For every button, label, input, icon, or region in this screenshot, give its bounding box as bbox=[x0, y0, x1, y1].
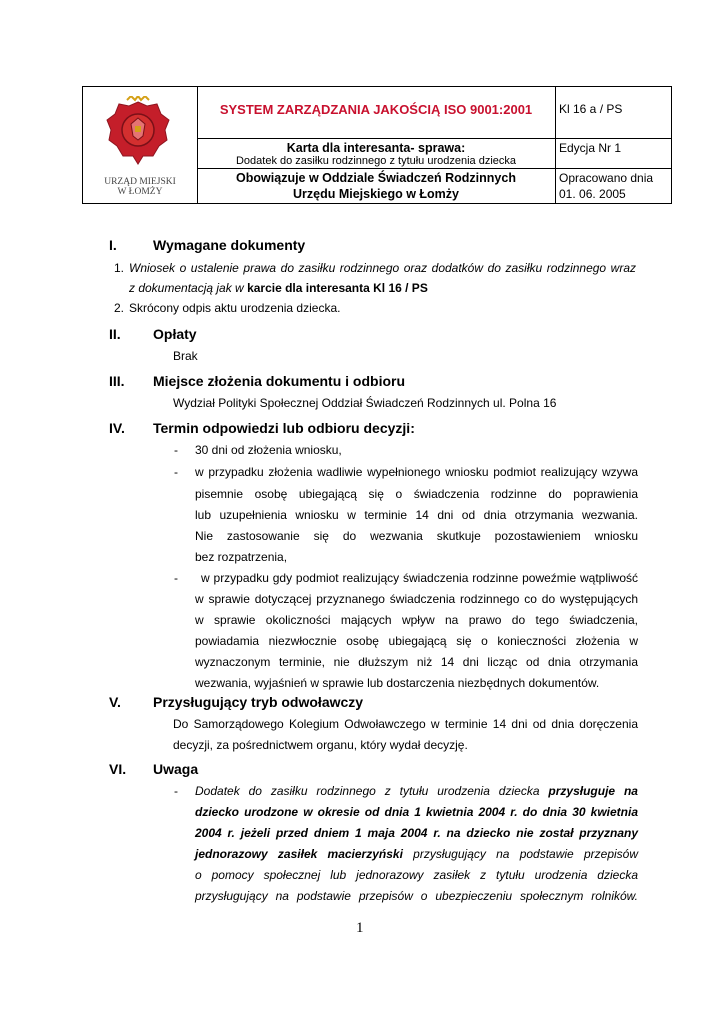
note-bold-italic: przysługuje na bbox=[548, 784, 638, 798]
applies-line1: Obowiązuje w Oddziale Świadczeń Rodzinnych bbox=[236, 171, 516, 185]
divider bbox=[197, 168, 671, 169]
note-line: dziecko urodzone w okresie od dnia 1 kwietnia 2004 r. do dnia 30 kwietnia bbox=[195, 805, 638, 819]
section-title: Miejsce złożenia dokumentu i odbioru bbox=[153, 373, 406, 389]
bullet-text: wezwania, wyjaśnień w sprawie lub dostarczenia niezbędnych dokumentów. bbox=[195, 676, 600, 690]
note-line: o pomocy społecznej lub jednorazowy zasiłek z tytułu urodzenia dziecka bbox=[195, 868, 638, 882]
card-subtitle: Dodatek do zasiłku rodzinnego z tytułu urodzenia dziecka bbox=[235, 155, 517, 167]
note-italic: przysługujący na podstawie przepisów bbox=[402, 847, 638, 861]
note-line: 2004 r. jeżeli przed dniem 1 maja 2004 r. na dziecko nie został przyznany bbox=[195, 826, 638, 840]
bullet-text: powiadamia niezwłocznie osobę ubiegającą się o konieczności złożenia w bbox=[195, 634, 638, 648]
note-bold-italic: jednorazowy zasiłek macierzyński bbox=[195, 847, 403, 861]
applies-line2: Urzędu Miejskiego w Łomży bbox=[292, 187, 459, 201]
bullet-text: lub uzupełnienia wniosku w terminie 14 dni od dnia otrzymania wezwania. bbox=[195, 508, 638, 522]
note-italic: Dodatek do zasiłku rodzinnego z tytułu urodzenia dziecka bbox=[195, 784, 549, 798]
prepared-label: Opracowano dnia bbox=[559, 171, 654, 185]
section-title: Termin odpowiedzi lub odbioru decyzji: bbox=[153, 420, 415, 436]
bullet-text: w sprawie okoliczności mających wpływ na prawo do tego świadczenia, bbox=[195, 613, 638, 627]
note-line bbox=[195, 781, 638, 802]
bullet-text: wyznaczonym terminie, nie dłuższym niż 14 dni licząc od dnia otrzymania bbox=[195, 655, 638, 669]
list-item-text: Skrócony odpis aktu urodzenia dziecka. bbox=[129, 301, 341, 315]
section-text: Brak bbox=[173, 349, 198, 363]
note-line bbox=[195, 844, 638, 865]
section-title: Przysługujący tryb odwoławczy bbox=[153, 694, 364, 710]
section-title: Wymagane dokumenty bbox=[153, 237, 306, 253]
section-number: V. bbox=[109, 694, 121, 710]
divider bbox=[197, 138, 671, 139]
card-reference: karcie dla interesanta Kl 16 / PS bbox=[247, 281, 428, 295]
edition: Edycja Nr 1 bbox=[559, 141, 622, 155]
document-code: Kl 16 a / PS bbox=[559, 102, 623, 116]
section-number: VI. bbox=[109, 761, 127, 777]
section-title: Uwaga bbox=[153, 761, 199, 777]
coat-of-arms-icon bbox=[97, 96, 179, 174]
section-number: I. bbox=[109, 237, 117, 253]
card-title: Karta dla interesanta- sprawa: bbox=[286, 141, 466, 155]
bullet-text: Nie zastosowanie się do wezwania skutkuje pozostawieniem wniosku bbox=[195, 529, 638, 543]
list-item-text: Wniosek o ustalenie prawa do zasiłku rodzinnego oraz dodatków do zasiłku rodzinnego wraz bbox=[129, 261, 636, 275]
dash-bullet: - bbox=[174, 784, 178, 798]
logo-caption-line2: W ŁOMŻY bbox=[117, 187, 163, 197]
bullet-text: w sprawie dotyczącej przyznanego świadczenia rodzinnego co do występujących bbox=[195, 592, 638, 606]
section-text: Do Samorządowego Kolegium Odwoławczego w terminie 14 dni od dnia doręczenia bbox=[173, 717, 638, 731]
bullet-text: w przypadku gdy podmiot realizujący świadczenia rodzinne poweźmie wątpliwość bbox=[201, 571, 638, 585]
page-number: 1 bbox=[356, 920, 364, 936]
section-title: Opłaty bbox=[153, 326, 197, 342]
italic-text: z dokumentacją jak w bbox=[129, 281, 248, 295]
bullet-text: w przypadku złożenia wadliwie wypełnionego wniosku podmiot realizujący wzywa bbox=[195, 465, 638, 479]
prepared-date: 01. 06. 2005 bbox=[559, 187, 626, 201]
section-text: Wydział Polityki Społecznej Oddział Świadczeń Rodzinnych ul. Polna 16 bbox=[173, 396, 557, 410]
note-line: przysługujący na podstawie przepisów o ubezpieczeniu społecznym rolników. bbox=[195, 889, 638, 903]
dash-bullet: - bbox=[174, 465, 178, 479]
section-number: II. bbox=[109, 326, 121, 342]
section-number: III. bbox=[109, 373, 125, 389]
list-number: 1. bbox=[114, 261, 125, 275]
city-logo bbox=[97, 96, 179, 174]
section-text: decyzji, za pośrednictwem organu, który wydał decyzję. bbox=[173, 738, 468, 752]
logo-caption bbox=[88, 177, 192, 197]
dash-bullet: - bbox=[174, 571, 178, 585]
bullet-text: pisemnie osobę ubiegającą się o świadczenia rodzinne do poprawienia bbox=[195, 487, 638, 501]
bullet-text: 30 dni od złożenia wniosku, bbox=[195, 443, 342, 457]
dash-bullet: - bbox=[174, 443, 178, 457]
divider bbox=[555, 87, 556, 203]
list-number: 2. bbox=[114, 301, 125, 315]
bullet-text: bez rozpatrzenia, bbox=[195, 550, 288, 564]
list-item-text-continued bbox=[129, 278, 428, 299]
section-number: IV. bbox=[109, 420, 125, 436]
logo-caption-line1: URZĄD MIEJSKI bbox=[104, 177, 176, 187]
system-title: SYSTEM ZARZĄDZANIA JAKOŚCIĄ ISO 9001:2001 bbox=[219, 102, 533, 117]
